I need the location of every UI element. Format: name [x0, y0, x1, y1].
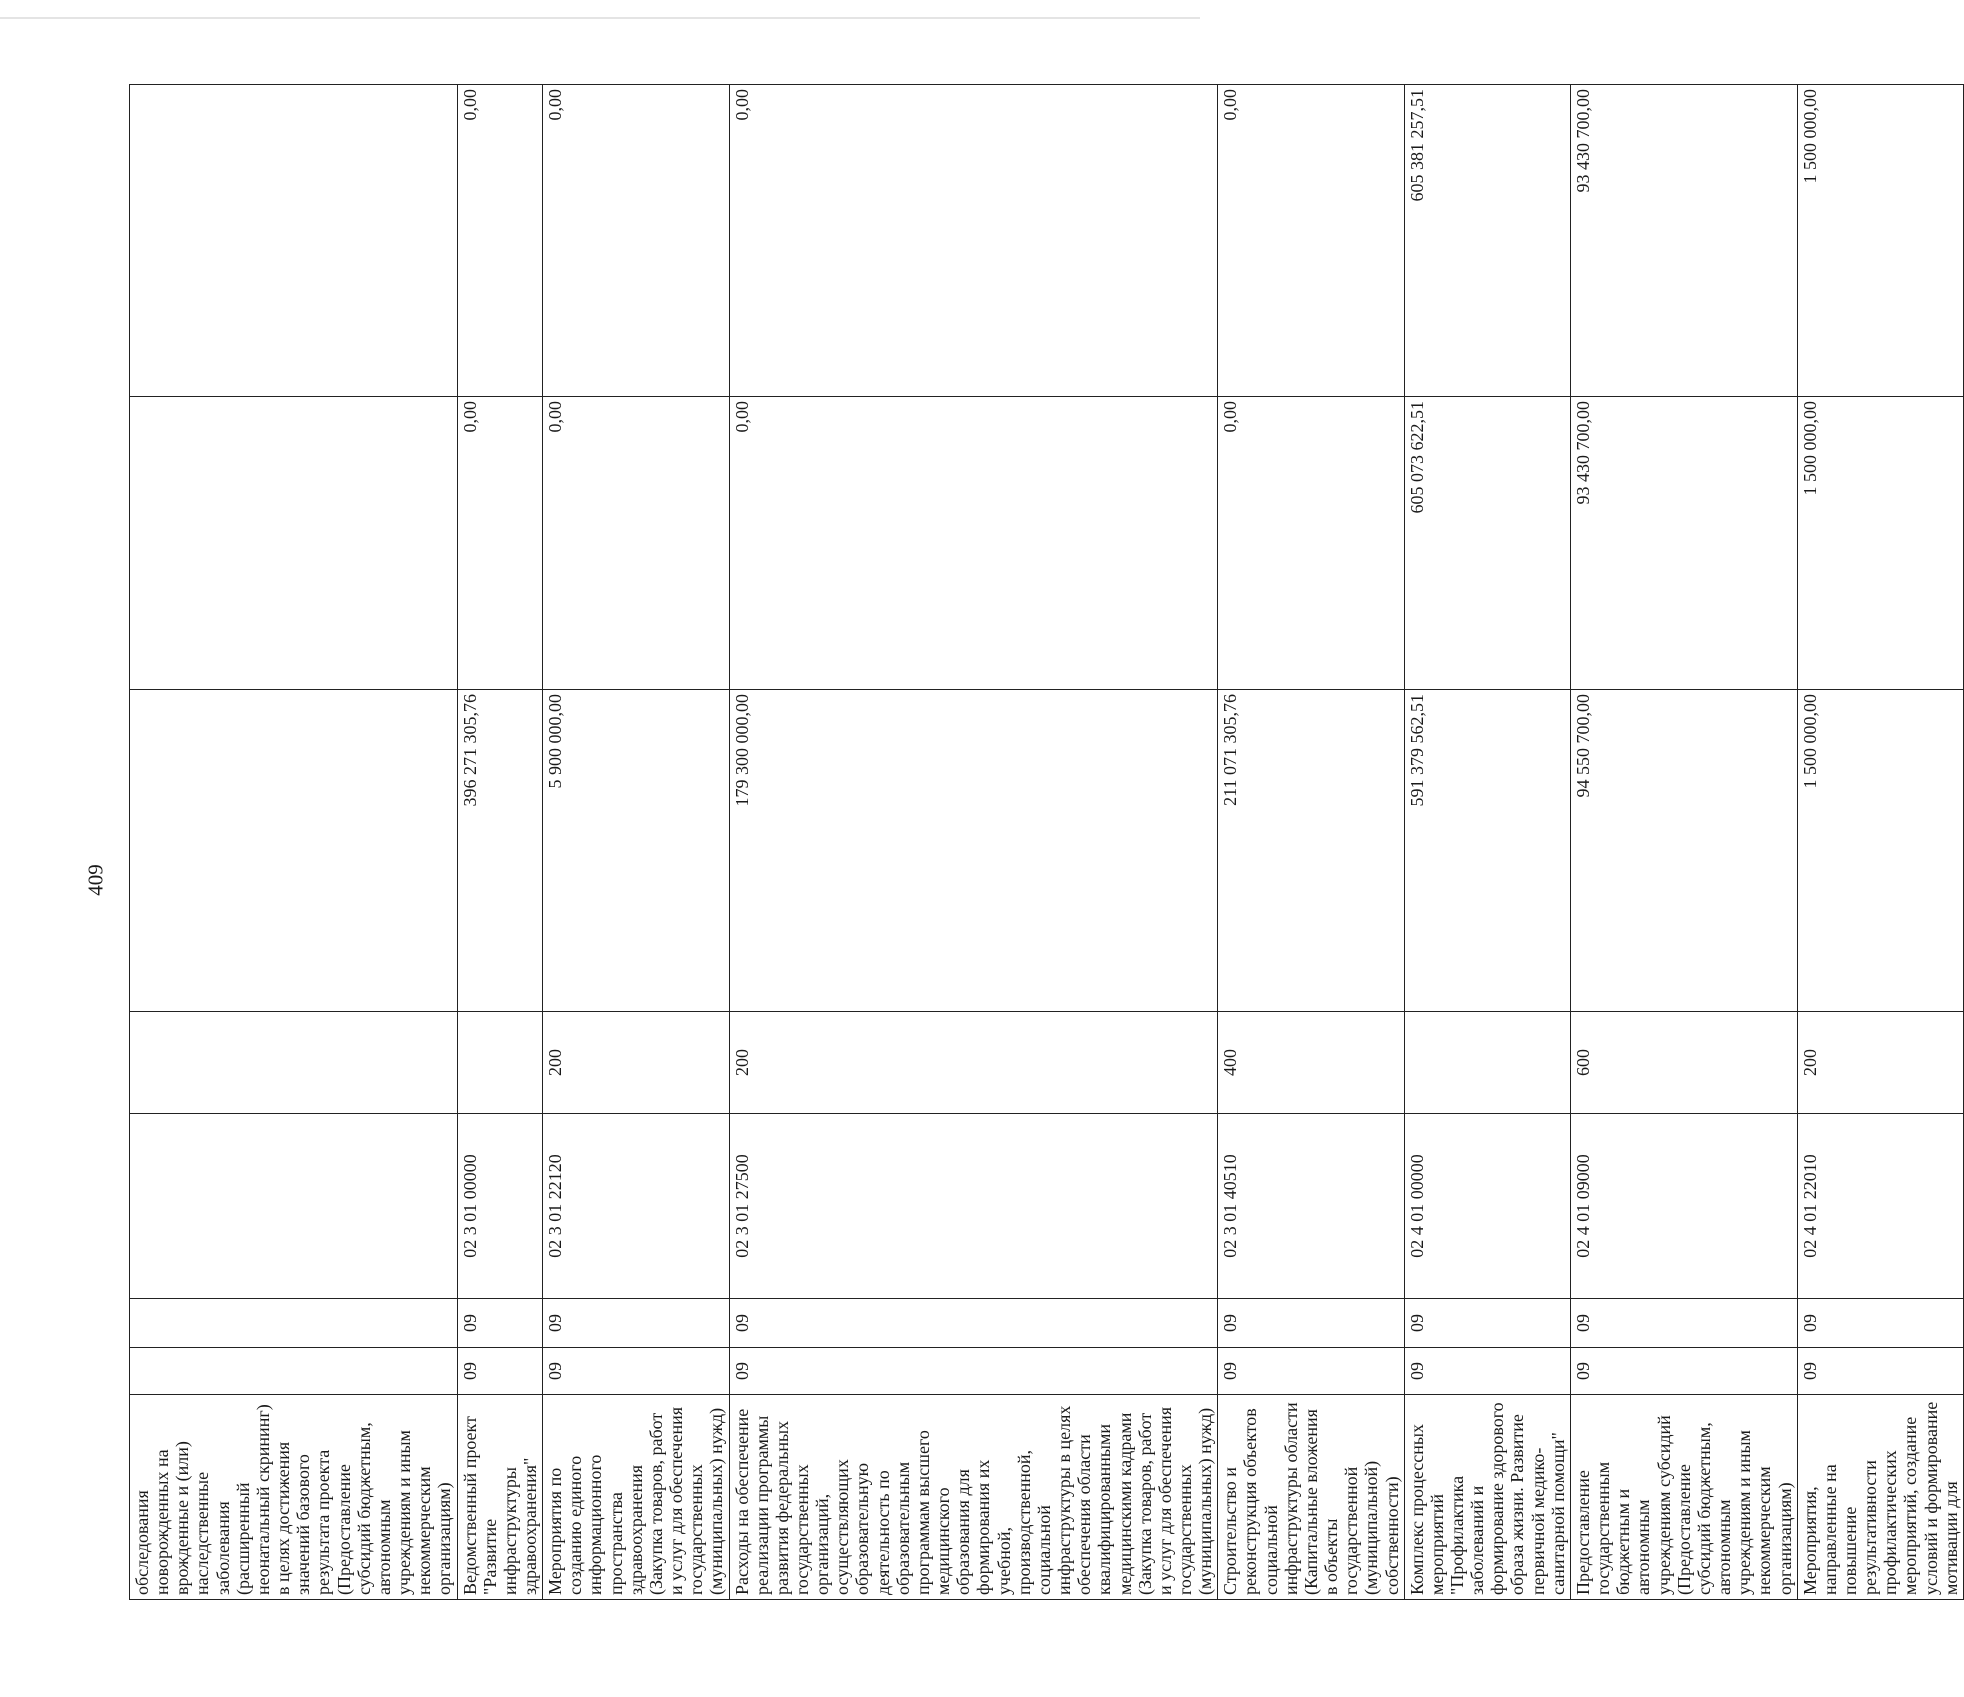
- amount-2-cell: 0,00: [457, 397, 543, 690]
- amount-2-cell: [130, 397, 458, 690]
- amount-3-cell: 0,00: [543, 85, 729, 397]
- amount-1-cell: 1 500 000,00: [1797, 690, 1963, 1012]
- row-name-cell: Строительство и реконструкция объектов социальной инфраструктуры области (Капитальные вложения в объекты государственной (муниципальной) собственности): [1218, 1395, 1404, 1600]
- amount-2-cell: 0,00: [543, 397, 729, 690]
- vr-cell: 200: [729, 1012, 1218, 1114]
- ved-cell: 09: [457, 1348, 543, 1395]
- rz-cell: [130, 1299, 458, 1348]
- amount-3-cell: [130, 85, 458, 397]
- row-name-cell: Мероприятия по созданию единого информационного пространства здравоохранения (Закупка товаров, работ и услуг для обеспечения государственных (муниципальных) нужд): [543, 1395, 729, 1600]
- budget-table: [129, 84, 1964, 1600]
- vr-cell: 200: [1797, 1012, 1963, 1114]
- rz-cell: 09: [457, 1299, 543, 1348]
- row-name-cell: Предоставление государственным бюджетным и автономным учреждениям субсидий (Предоставление субсидий бюджетным, автономным учреждениям и иным некоммерческим организациям): [1570, 1395, 1797, 1600]
- amount-3-cell: 93 430 700,00: [1570, 85, 1797, 397]
- ved-cell: 09: [1218, 1348, 1404, 1395]
- amount-1-cell: 5 900 000,00: [543, 690, 729, 1012]
- csr-cell: 02 4 01 09000: [1570, 1114, 1797, 1299]
- amount-3-cell: 0,00: [457, 85, 543, 397]
- row-name-cell: Комплекс процессных мероприятий "Профилактика заболеваний и формирование здорового образа жизни. Развитие первичной медико-санитарной помощи": [1404, 1395, 1570, 1600]
- amount-3-cell: 0,00: [729, 85, 1218, 397]
- rz-cell: 09: [1218, 1299, 1404, 1348]
- table-row: [130, 85, 458, 1600]
- ved-cell: 09: [1404, 1348, 1570, 1395]
- row-name-cell: Ведомственный проект "Развитие инфраструктуры здравоохранения": [457, 1395, 543, 1600]
- table-row: [1404, 85, 1570, 1600]
- ved-cell: [130, 1348, 458, 1395]
- table-row: [1218, 85, 1404, 1600]
- table-row: [729, 85, 1218, 1600]
- row-name-cell: Мероприятия, направленные на повышение результативности профилактических мероприятий, создание условий и формирование мотивации для: [1797, 1395, 1963, 1600]
- vr-cell: 200: [543, 1012, 729, 1114]
- ved-cell: 09: [543, 1348, 729, 1395]
- amount-2-cell: 1 500 000,00: [1797, 397, 1963, 690]
- amount-2-cell: 93 430 700,00: [1570, 397, 1797, 690]
- ved-cell: 09: [1570, 1348, 1797, 1395]
- page-number-text: 409: [83, 864, 108, 896]
- csr-cell: 02 3 01 00000: [457, 1114, 543, 1299]
- rz-cell: 09: [543, 1299, 729, 1348]
- amount-3-cell: 1 500 000,00: [1797, 85, 1963, 397]
- rotated-table-container: [129, 85, 1961, 1600]
- rz-cell: 09: [729, 1299, 1218, 1348]
- amount-3-cell: 0,00: [1218, 85, 1404, 397]
- vr-cell: [130, 1012, 458, 1114]
- amount-2-cell: 605 073 622,51: [1404, 397, 1570, 690]
- amount-1-cell: 396 271 305,76: [457, 690, 543, 1012]
- rz-cell: 09: [1797, 1299, 1963, 1348]
- amount-2-cell: 0,00: [1218, 397, 1404, 690]
- amount-1-cell: 179 300 000,00: [729, 690, 1218, 1012]
- vr-cell: [1404, 1012, 1570, 1114]
- amount-3-cell: 605 381 257,51: [1404, 85, 1570, 397]
- csr-cell: 02 3 01 22120: [543, 1114, 729, 1299]
- csr-cell: 02 4 01 22010: [1797, 1114, 1963, 1299]
- scan-top-edge: [0, 17, 1200, 19]
- csr-cell: [130, 1114, 458, 1299]
- table-row: [543, 85, 729, 1600]
- amount-1-cell: [130, 690, 458, 1012]
- table-row: [457, 85, 543, 1600]
- ved-cell: 09: [1797, 1348, 1963, 1395]
- table-row: [1570, 85, 1797, 1600]
- table-row: [1797, 85, 1963, 1600]
- amount-1-cell: 211 071 305,76: [1218, 690, 1404, 1012]
- csr-cell: 02 4 01 00000: [1404, 1114, 1570, 1299]
- vr-cell: [457, 1012, 543, 1114]
- vr-cell: 600: [1570, 1012, 1797, 1114]
- amount-1-cell: 591 379 562,51: [1404, 690, 1570, 1012]
- rz-cell: 09: [1570, 1299, 1797, 1348]
- amount-1-cell: 94 550 700,00: [1570, 690, 1797, 1012]
- amount-2-cell: 0,00: [729, 397, 1218, 690]
- row-name-cell: обследования новорожденных на врожденные и (или) наследственные заболевания (расширенный неонатальный скрининг) в целях достижения значений базового результата проекта (Предоставление субсидий бюджетным, автономным учреждениям и иным некоммерческим организациям): [130, 1395, 458, 1600]
- vr-cell: 400: [1218, 1012, 1404, 1114]
- csr-cell: 02 3 01 40510: [1218, 1114, 1404, 1299]
- rz-cell: 09: [1404, 1299, 1570, 1348]
- row-name-cell: Расходы на обеспечение реализации программы развития федеральных государственных организаций, осуществляющих образовательную деятельность по образовательным программам высшего медицинского образования для формирования их учебной, производственной, социальной инфраструктуры в целях обеспечения области квалифицированными медицинскими кадрами (Закупка товаров, работ и услуг для обеспечения государственных (муниципальных) нужд): [729, 1395, 1218, 1600]
- csr-cell: 02 3 01 27500: [729, 1114, 1218, 1299]
- ved-cell: 09: [729, 1348, 1218, 1395]
